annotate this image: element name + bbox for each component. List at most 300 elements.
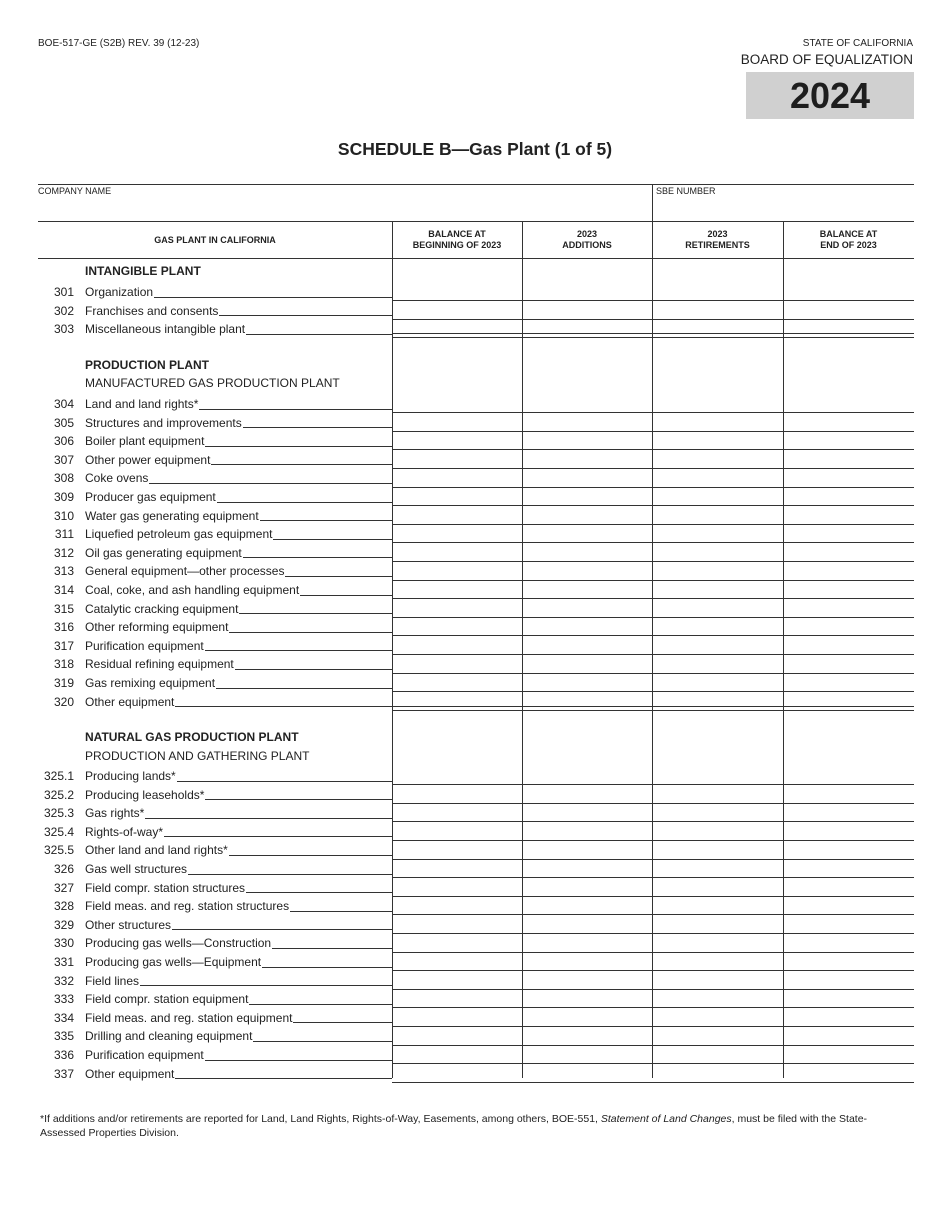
- page-title: SCHEDULE B—Gas Plant (1 of 5): [337, 139, 613, 159]
- leader-line: [205, 799, 392, 800]
- balance-begin-cell[interactable]: [393, 319, 521, 338]
- balance-begin-cell[interactable]: [393, 692, 521, 711]
- col-balance-begin-line1: BALANCE AT: [428, 229, 486, 239]
- additions-cell[interactable]: [523, 1026, 651, 1045]
- line-label: Miscellaneous intangible plant: [85, 322, 246, 337]
- balance-begin-cell[interactable]: [393, 822, 521, 841]
- retirements-cell[interactable]: [653, 971, 782, 990]
- table-row: [0, 413, 950, 432]
- leader-line: [273, 539, 392, 540]
- line-label: Producer gas equipment: [85, 490, 216, 504]
- board-label: BOARD OF EQUALIZATION: [740, 52, 913, 67]
- additions-cell[interactable]: [523, 915, 651, 934]
- balance-end-cell[interactable]: [784, 1045, 913, 1064]
- retirements-cell[interactable]: [653, 468, 782, 487]
- line-number: 327: [53, 880, 74, 895]
- footnote-text: *If additions and/or retirements are reported for Land, Land Rights, Rights-of-Way, Easements, among others, BOE-551,: [40, 1113, 601, 1125]
- balance-end-cell[interactable]: [784, 654, 913, 673]
- line-label: Catalytic cracking equipment: [85, 601, 239, 616]
- line-label: Liquefied petroleum gas equipment: [85, 527, 273, 542]
- line-number: 325.3: [43, 806, 74, 821]
- balance-begin-cell[interactable]: [393, 394, 521, 413]
- leader-line: [205, 446, 392, 447]
- line-number: 325.5: [43, 843, 74, 858]
- balance-end-cell[interactable]: [784, 543, 913, 562]
- retirements-cell[interactable]: [653, 282, 782, 301]
- balance-begin-cell[interactable]: [393, 1064, 521, 1083]
- row-border: [392, 710, 914, 711]
- table-row: [0, 878, 950, 897]
- line-label: Purification equipment: [85, 638, 204, 653]
- additions-cell[interactable]: [523, 561, 651, 580]
- table-row: [0, 766, 950, 785]
- leader-line: [172, 929, 392, 930]
- additions-cell[interactable]: [523, 599, 651, 618]
- line-number: 302: [53, 303, 74, 318]
- leader-line: [211, 464, 392, 465]
- additions-cell[interactable]: [523, 785, 651, 804]
- line-number: 328: [53, 899, 74, 914]
- balance-end-cell[interactable]: [784, 431, 913, 450]
- retirements-cell[interactable]: [653, 1045, 782, 1064]
- balance-end-cell[interactable]: [784, 803, 913, 822]
- leader-line: [246, 892, 392, 893]
- table-row: [0, 1064, 950, 1083]
- retirements-cell[interactable]: [653, 896, 782, 915]
- additions-cell[interactable]: [523, 1008, 651, 1027]
- line-number: 325.4: [43, 824, 74, 839]
- retirements-cell[interactable]: [653, 654, 782, 673]
- line-label: Land and land rights*: [85, 397, 199, 411]
- line-label: Residual refining equipment: [85, 657, 234, 672]
- line-number: 309: [53, 490, 74, 504]
- col-additions-line2: ADDITIONS: [562, 240, 612, 250]
- line-number: 306: [53, 434, 74, 449]
- additions-cell[interactable]: [523, 654, 651, 673]
- leader-line: [177, 781, 392, 782]
- line-label: Gas remixing equipment: [85, 676, 216, 690]
- additions-cell[interactable]: [523, 282, 651, 301]
- retirements-cell[interactable]: [653, 506, 782, 525]
- balance-begin-cell[interactable]: [393, 487, 521, 506]
- line-label: Other power equipment: [85, 452, 211, 467]
- balance-begin-cell[interactable]: [393, 413, 521, 432]
- retirements-cell[interactable]: [653, 431, 782, 450]
- line-label: Boiler plant equipment: [85, 434, 205, 449]
- line-number: 310: [53, 508, 74, 523]
- leader-line: [199, 409, 392, 410]
- leader-line: [285, 576, 392, 577]
- col-balance-end-line1: BALANCE AT: [819, 229, 878, 239]
- line-number: 308: [53, 471, 74, 486]
- section-block-border: [392, 333, 914, 334]
- retirements-cell[interactable]: [653, 487, 782, 506]
- line-label: Franchises and consents: [85, 303, 219, 318]
- balance-end-cell[interactable]: [784, 971, 913, 990]
- balance-end-cell[interactable]: [784, 785, 913, 804]
- balance-end-cell[interactable]: [784, 859, 913, 878]
- leader-line: [149, 483, 392, 484]
- balance-end-cell[interactable]: [784, 840, 913, 859]
- leader-line: [217, 502, 392, 503]
- leader-line: [229, 855, 392, 856]
- retirements-cell[interactable]: [653, 599, 782, 618]
- balance-begin-cell[interactable]: [393, 933, 521, 952]
- table-row: [0, 1026, 950, 1045]
- section-natural: NATURAL GAS PRODUCTION PLANT: [85, 730, 299, 744]
- line-number: 301: [53, 285, 74, 299]
- balance-begin-cell[interactable]: [393, 636, 521, 655]
- table-row: [0, 971, 950, 990]
- table-row: [0, 859, 950, 878]
- line-number: 326: [53, 862, 74, 876]
- leader-line: [272, 948, 392, 949]
- balance-begin-cell[interactable]: [393, 468, 521, 487]
- leader-line: [175, 706, 392, 707]
- retirements-cell[interactable]: [653, 1008, 782, 1027]
- leader-line: [164, 836, 392, 837]
- balance-begin-cell[interactable]: [393, 859, 521, 878]
- balance-begin-cell[interactable]: [393, 878, 521, 897]
- additions-cell[interactable]: [523, 413, 651, 432]
- leader-line: [188, 874, 392, 875]
- balance-end-cell[interactable]: [784, 506, 913, 525]
- leader-line: [175, 1078, 392, 1079]
- additions-cell[interactable]: [523, 524, 651, 543]
- table-row: [0, 654, 950, 673]
- table-row: [0, 468, 950, 487]
- section-intangible: INTANGIBLE PLANT: [85, 264, 201, 278]
- balance-begin-cell[interactable]: [393, 561, 521, 580]
- additions-cell[interactable]: [523, 952, 651, 971]
- additions-cell[interactable]: [523, 617, 651, 636]
- balance-end-cell[interactable]: [784, 692, 913, 711]
- leader-line: [293, 1022, 392, 1023]
- balance-end-cell[interactable]: [784, 766, 913, 785]
- table-row: [0, 617, 950, 636]
- leader-line: [290, 911, 392, 912]
- table-row: [0, 1008, 950, 1027]
- leader-line: [205, 650, 392, 651]
- balance-end-cell[interactable]: [784, 599, 913, 618]
- line-label: Field compr. station structures: [85, 880, 246, 895]
- year-badge: 2024: [746, 72, 914, 119]
- line-number: 337: [53, 1066, 74, 1081]
- balance-end-cell[interactable]: [784, 896, 913, 915]
- table-row: [0, 301, 950, 320]
- balance-begin-cell[interactable]: [393, 599, 521, 618]
- leader-line: [239, 613, 392, 614]
- table-row: [0, 896, 950, 915]
- balance-begin-cell[interactable]: [393, 1045, 521, 1064]
- leader-line: [154, 297, 392, 298]
- retirements-cell[interactable]: [653, 413, 782, 432]
- balance-end-cell[interactable]: [784, 282, 913, 301]
- balance-begin-cell[interactable]: [393, 543, 521, 562]
- row-border: [392, 1082, 914, 1083]
- line-label: Water gas generating equipment: [85, 508, 259, 523]
- balance-end-cell[interactable]: [784, 394, 913, 413]
- retirements-cell[interactable]: [653, 989, 782, 1008]
- retirements-cell[interactable]: [653, 803, 782, 822]
- table-row: [0, 487, 950, 506]
- additions-cell[interactable]: [523, 989, 651, 1008]
- additions-cell[interactable]: [523, 506, 651, 525]
- additions-cell[interactable]: [523, 878, 651, 897]
- line-number: 311: [54, 527, 74, 542]
- table-row: [0, 1045, 950, 1064]
- table-row: [0, 785, 950, 804]
- balance-end-cell[interactable]: [784, 952, 913, 971]
- retirements-cell[interactable]: [653, 933, 782, 952]
- footnote-text-end: , must be filed with the State-Assessed Properties Division.: [40, 1113, 868, 1139]
- additions-cell[interactable]: [523, 766, 651, 785]
- line-number: 331: [53, 955, 74, 969]
- retirements-cell[interactable]: [653, 859, 782, 878]
- table-row: [0, 952, 950, 971]
- retirements-cell[interactable]: [653, 1026, 782, 1045]
- balance-begin-cell[interactable]: [393, 785, 521, 804]
- leader-line: [205, 1060, 392, 1061]
- balance-begin-cell[interactable]: [393, 1008, 521, 1027]
- retirements-cell[interactable]: [653, 394, 782, 413]
- line-label: Gas rights*: [85, 806, 145, 821]
- form-code: BOE-517-GE (S2B) REV. 39 (12-23): [38, 38, 200, 49]
- retirements-cell[interactable]: [653, 561, 782, 580]
- section-block-border: [392, 258, 914, 259]
- line-number: 332: [53, 973, 74, 988]
- balance-end-cell[interactable]: [784, 580, 913, 599]
- balance-end-cell[interactable]: [784, 822, 913, 841]
- balance-end-cell[interactable]: [784, 1064, 913, 1083]
- line-label: Producing lands*: [85, 769, 176, 783]
- table-row: [0, 543, 950, 562]
- balance-begin-cell[interactable]: [393, 673, 521, 692]
- additions-cell[interactable]: [523, 301, 651, 320]
- balance-begin-cell[interactable]: [393, 301, 521, 320]
- table-row: [0, 840, 950, 859]
- additions-cell[interactable]: [523, 543, 651, 562]
- retirements-cell[interactable]: [653, 580, 782, 599]
- balance-begin-cell[interactable]: [393, 803, 521, 822]
- table-row: [0, 580, 950, 599]
- additions-cell[interactable]: [523, 431, 651, 450]
- table-row: [0, 524, 950, 543]
- retirements-cell[interactable]: [653, 878, 782, 897]
- balance-begin-cell[interactable]: [393, 989, 521, 1008]
- section-production: PRODUCTION PLANT: [85, 358, 209, 372]
- retirements-cell[interactable]: [653, 1064, 782, 1083]
- balance-begin-cell[interactable]: [393, 952, 521, 971]
- state-label: STATE OF CALIFORNIA: [802, 38, 913, 49]
- line-label: Gas well structures: [85, 862, 188, 876]
- leader-line: [300, 595, 392, 596]
- leader-line: [229, 632, 392, 633]
- balance-begin-cell[interactable]: [393, 506, 521, 525]
- line-label: Coal, coke, and ash handling equipment: [85, 583, 300, 597]
- leader-line: [243, 557, 392, 558]
- line-number: 317: [53, 638, 74, 653]
- leader-line: [249, 1004, 392, 1005]
- col-description: GAS PLANT IN CALIFORNIA: [154, 235, 276, 245]
- balance-end-cell[interactable]: [784, 524, 913, 543]
- additions-cell[interactable]: [523, 673, 651, 692]
- line-label: Other equipment: [85, 1066, 175, 1081]
- retirements-cell[interactable]: [653, 915, 782, 934]
- footnote-italic: Statement of Land Changes: [600, 1113, 732, 1125]
- leader-line: [216, 688, 392, 689]
- balance-begin-cell[interactable]: [393, 617, 521, 636]
- balance-begin-cell[interactable]: [393, 971, 521, 990]
- retirements-cell[interactable]: [653, 673, 782, 692]
- line-number: 335: [53, 1029, 74, 1044]
- table-row: [0, 394, 950, 413]
- line-number: 329: [53, 917, 74, 932]
- row-border: [392, 337, 914, 338]
- additions-cell[interactable]: [523, 840, 651, 859]
- leader-line: [262, 967, 392, 968]
- balance-end-cell[interactable]: [784, 450, 913, 469]
- balance-begin-cell[interactable]: [393, 896, 521, 915]
- balance-end-cell[interactable]: [784, 468, 913, 487]
- additions-cell[interactable]: [523, 580, 651, 599]
- balance-end-cell[interactable]: [784, 487, 913, 506]
- balance-begin-cell[interactable]: [393, 840, 521, 859]
- balance-begin-cell[interactable]: [393, 431, 521, 450]
- balance-end-cell[interactable]: [784, 933, 913, 952]
- balance-end-cell[interactable]: [784, 915, 913, 934]
- line-label: Other land and land rights*: [85, 843, 228, 858]
- additions-cell[interactable]: [523, 1045, 651, 1064]
- balance-begin-cell[interactable]: [393, 580, 521, 599]
- balance-end-cell[interactable]: [784, 561, 913, 580]
- line-label: Purification equipment: [85, 1048, 204, 1062]
- leader-line: [140, 985, 392, 986]
- line-label: Producing leaseholds*: [85, 787, 205, 802]
- retirements-cell[interactable]: [653, 617, 782, 636]
- line-number: 313: [53, 564, 74, 579]
- additions-cell[interactable]: [523, 450, 651, 469]
- line-label: Coke ovens: [85, 471, 149, 486]
- retirements-cell[interactable]: [653, 785, 782, 804]
- leader-line: [260, 520, 392, 521]
- line-label: Field meas. and reg. station structures: [85, 899, 290, 914]
- leader-line: [246, 334, 392, 335]
- retirements-cell[interactable]: [653, 319, 782, 338]
- table-row: [0, 506, 950, 525]
- balance-begin-cell[interactable]: [393, 282, 521, 301]
- retirements-cell[interactable]: [653, 952, 782, 971]
- retirements-cell[interactable]: [653, 636, 782, 655]
- balance-end-cell[interactable]: [784, 878, 913, 897]
- balance-begin-cell[interactable]: [393, 654, 521, 673]
- section-gathering: PRODUCTION AND GATHERING PLANT: [85, 749, 310, 763]
- additions-cell[interactable]: [523, 933, 651, 952]
- retirements-cell[interactable]: [653, 524, 782, 543]
- retirements-cell[interactable]: [653, 766, 782, 785]
- balance-end-cell[interactable]: [784, 989, 913, 1008]
- line-number: 318: [53, 657, 74, 672]
- additions-cell[interactable]: [523, 487, 651, 506]
- table-row: [0, 450, 950, 469]
- table-row: [0, 822, 950, 841]
- balance-begin-cell[interactable]: [393, 1026, 521, 1045]
- table-row: [0, 933, 950, 952]
- additions-cell[interactable]: [523, 636, 651, 655]
- retirements-cell[interactable]: [653, 692, 782, 711]
- balance-begin-cell[interactable]: [393, 450, 521, 469]
- line-label: Structures and improvements: [85, 415, 242, 430]
- line-number: 303: [53, 322, 74, 337]
- balance-begin-cell[interactable]: [393, 766, 521, 785]
- retirements-cell[interactable]: [653, 543, 782, 562]
- leader-line: [253, 1041, 392, 1042]
- table-row: [0, 561, 950, 580]
- additions-cell[interactable]: [523, 468, 651, 487]
- additions-cell[interactable]: [523, 803, 651, 822]
- additions-cell[interactable]: [523, 822, 651, 841]
- table-row: [0, 915, 950, 934]
- line-label: Other equipment: [85, 694, 175, 709]
- additions-cell[interactable]: [523, 971, 651, 990]
- balance-end-cell[interactable]: [784, 617, 913, 636]
- line-number: 320: [53, 694, 74, 709]
- balance-end-cell[interactable]: [784, 413, 913, 432]
- col-retirements-line2: RETIREMENTS: [685, 240, 750, 250]
- col-retirements-line1: 2023: [707, 229, 728, 239]
- retirements-cell[interactable]: [653, 840, 782, 859]
- line-number: 330: [53, 936, 74, 951]
- balance-begin-cell[interactable]: [393, 524, 521, 543]
- line-number: 304: [53, 397, 74, 411]
- balance-end-cell[interactable]: [784, 1008, 913, 1027]
- table-row: [0, 636, 950, 655]
- footnote: [40, 1112, 900, 1140]
- line-label: Drilling and cleaning equipment: [85, 1029, 253, 1044]
- line-label: Field compr. station equipment: [85, 992, 249, 1007]
- balance-end-cell[interactable]: [784, 673, 913, 692]
- table-row: [0, 692, 950, 711]
- balance-end-cell[interactable]: [784, 1026, 913, 1045]
- line-number: 333: [53, 992, 74, 1007]
- balance-end-cell[interactable]: [784, 636, 913, 655]
- retirements-cell[interactable]: [653, 822, 782, 841]
- line-number: 325.1: [43, 769, 74, 783]
- additions-cell[interactable]: [523, 692, 651, 711]
- additions-cell[interactable]: [523, 896, 651, 915]
- retirements-cell[interactable]: [653, 301, 782, 320]
- balance-end-cell[interactable]: [784, 319, 913, 338]
- leader-line: [243, 427, 392, 428]
- leader-line: [145, 818, 392, 819]
- line-number: 312: [53, 545, 74, 560]
- retirements-cell[interactable]: [653, 450, 782, 469]
- additions-cell[interactable]: [523, 319, 651, 338]
- line-label: Organization: [85, 285, 154, 299]
- line-label: Producing gas wells—Equipment: [85, 955, 262, 969]
- line-label: Other reforming equipment: [85, 620, 229, 635]
- line-label: Rights-of-way*: [85, 824, 164, 839]
- balance-end-cell[interactable]: [784, 301, 913, 320]
- additions-cell[interactable]: [523, 859, 651, 878]
- additions-cell[interactable]: [523, 1064, 651, 1083]
- balance-begin-cell[interactable]: [393, 915, 521, 934]
- line-label: Other structures: [85, 917, 172, 932]
- col-additions-line1: 2023: [576, 229, 598, 239]
- table-row: [0, 803, 950, 822]
- additions-cell[interactable]: [523, 394, 651, 413]
- sbe-number-label: SBE NUMBER: [656, 186, 716, 196]
